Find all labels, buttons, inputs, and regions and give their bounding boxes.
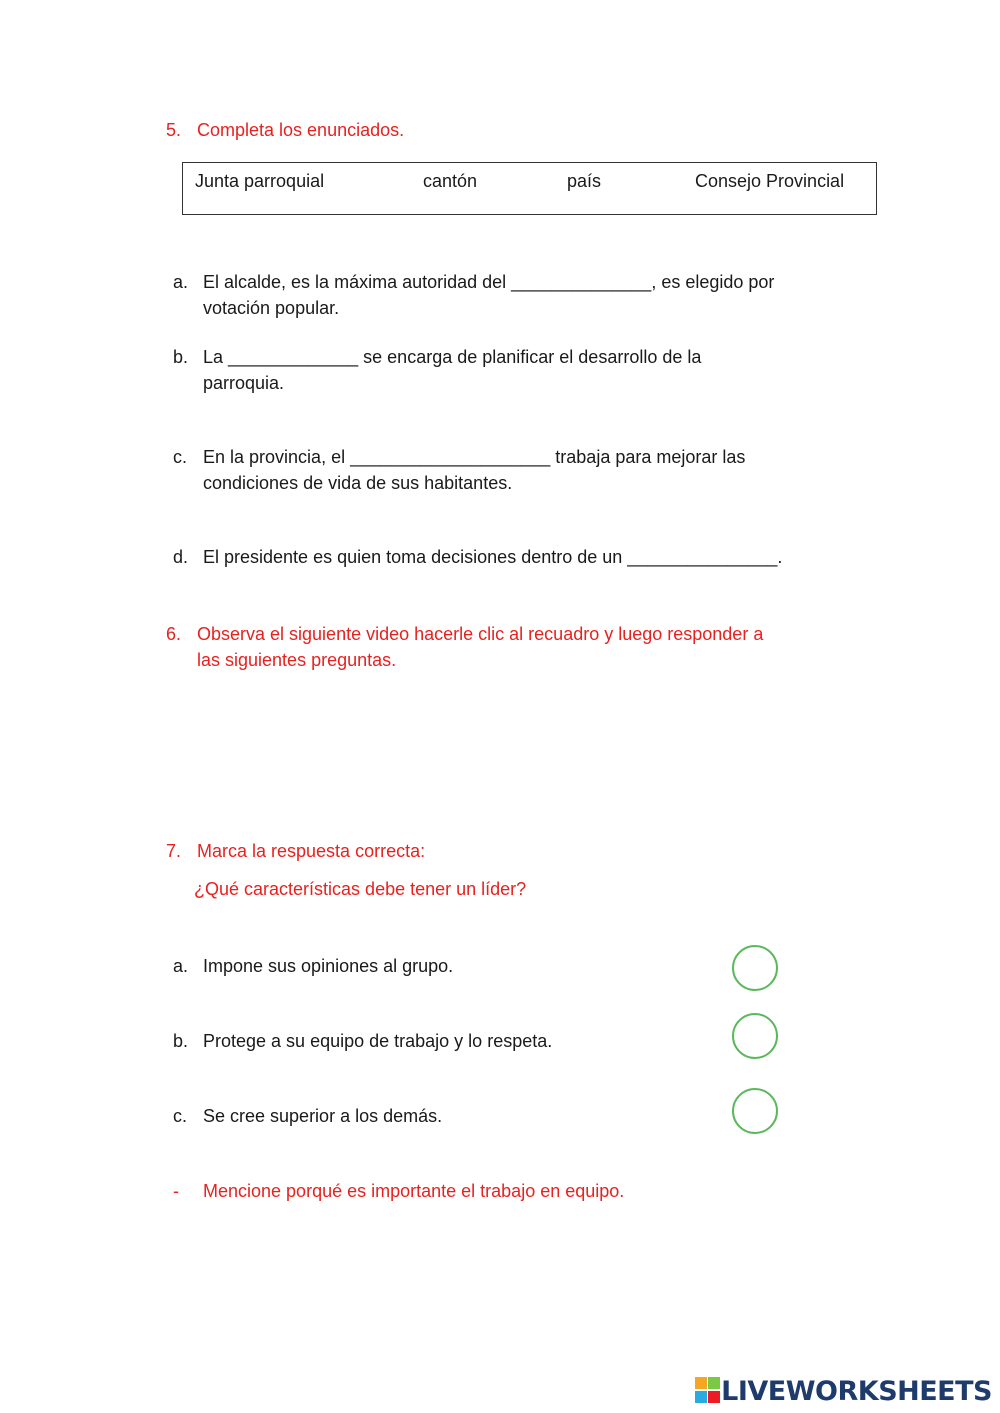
q5-item-c[interactable] (203, 444, 745, 496)
q5-title: Completa los enunciados. (197, 120, 405, 140)
item-line: condiciones de vida de sus habitantes. (203, 473, 513, 493)
item-letter: a. (173, 272, 189, 292)
item-letter: d. (173, 547, 189, 567)
logo-text: LIVEWORKSHEETS (721, 1375, 992, 1407)
option-text: Impone sus opiniones al grupo. (203, 956, 454, 976)
q7-title: Marca la respuesta correcta: (197, 841, 426, 861)
item-letter: c. (173, 447, 188, 467)
q6-number: 6. (166, 624, 182, 644)
item-line: El alcalde, es la máxima autoridad del ______________, es elegido por (203, 272, 775, 292)
q7-question: ¿Qué características debe tener un líder? (194, 879, 527, 899)
word-bank-item: cantón (423, 171, 478, 191)
item-letter: b. (173, 347, 189, 367)
q6-line: Observa el siguiente video hacerle clic al recuadro y luego responder a (197, 624, 764, 644)
q5-item-b[interactable] (203, 344, 701, 396)
word-bank-item: país (567, 171, 602, 191)
option-letter: b. (173, 1031, 189, 1051)
q5-number: 5. (166, 120, 182, 140)
option-letter: a. (173, 956, 189, 976)
liveworksheets-logo (695, 1375, 992, 1407)
word-bank-item: Junta parroquial (195, 171, 325, 191)
item-line: En la provincia, el ____________________ trabaja para mejorar las (203, 447, 746, 467)
q5-item-a[interactable] (203, 269, 774, 321)
option-a-radio[interactable] (732, 945, 778, 991)
followup-question: Mencione porqué es importante el trabajo en equipo. (203, 1181, 625, 1201)
followup-dash: - (173, 1181, 179, 1201)
word-bank-item: Consejo Provincial (695, 171, 845, 191)
item-line: parroquia. (203, 373, 285, 393)
q6-line: las siguientes preguntas. (197, 650, 397, 670)
item-line: votación popular. (203, 298, 340, 318)
option-c-radio[interactable] (732, 1088, 778, 1134)
q6-instructions (197, 621, 763, 673)
item-line: La _____________ se encarga de planificar el desarrollo de la (203, 347, 702, 367)
option-text: Se cree superior a los demás. (203, 1106, 443, 1126)
liveworksheets-logo-icon (695, 1377, 721, 1405)
q7-number: 7. (166, 841, 182, 861)
option-letter: c. (173, 1106, 188, 1126)
word-bank-box (182, 162, 877, 215)
option-text: Protege a su equipo de trabajo y lo respeta. (203, 1031, 553, 1051)
option-b-radio[interactable] (732, 1013, 778, 1059)
item-line: El presidente es quien toma decisiones dentro de un _______________. (203, 547, 783, 567)
q5-item-d[interactable] (203, 544, 782, 570)
